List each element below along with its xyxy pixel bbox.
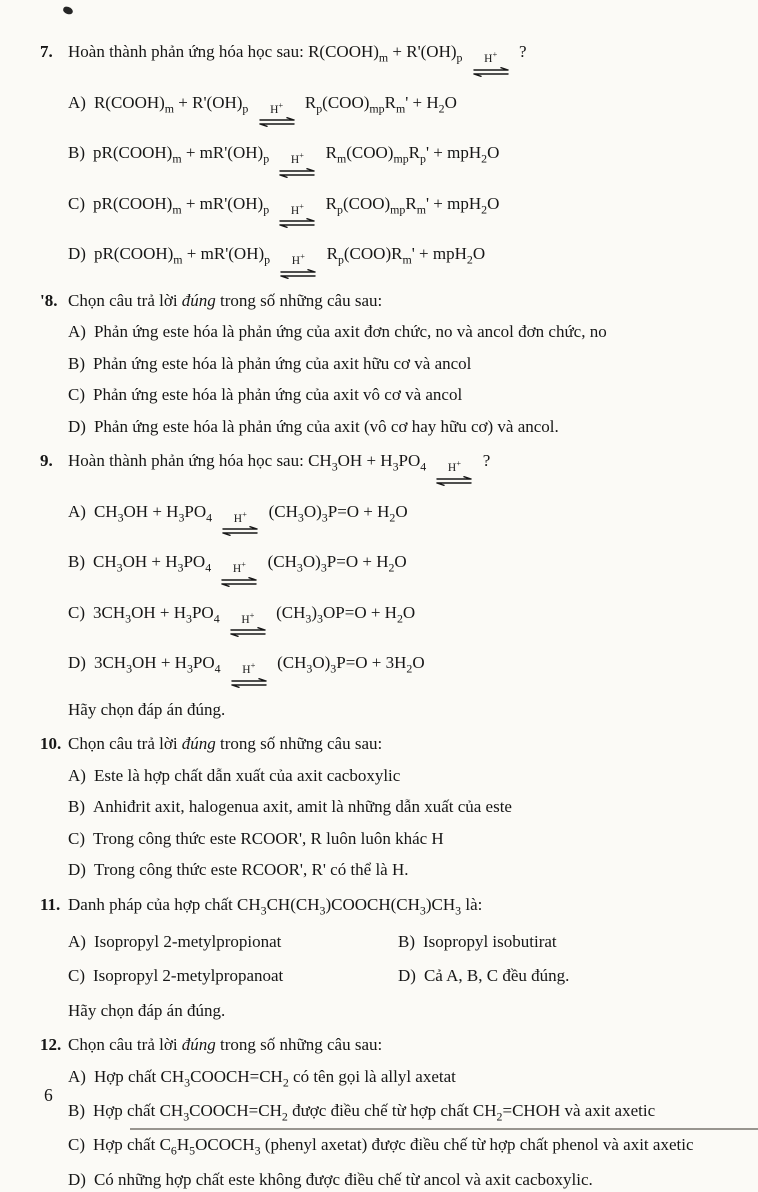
options-list <box>68 920 722 989</box>
question-number: 9. <box>40 448 68 474</box>
question-11 <box>40 892 722 1024</box>
question-number: 12. <box>40 1032 68 1058</box>
option-label: B) <box>68 351 85 377</box>
option-label: C) <box>68 826 85 852</box>
answer-option <box>68 1132 722 1160</box>
question-number: 10. <box>40 731 68 757</box>
options-list <box>68 499 722 688</box>
option-text: Anhiđrit axit, halogenua axit, amit là những dẫn xuất của este <box>93 794 722 820</box>
option-label: A) <box>68 90 86 128</box>
option-text: Isopropyl 2-metylpropanoat <box>93 963 398 989</box>
option-text: Trong công thức este RCOOR', R' có thể là H. <box>94 857 722 883</box>
equilibrium-arrow-icon: H+ <box>230 611 266 637</box>
question-prompt: Chọn câu trả lời đúng trong số những câu sau: <box>68 1032 722 1058</box>
answer-option <box>68 1064 722 1092</box>
equilibrium-arrow-icon: H+ <box>259 101 295 127</box>
option-label: C) <box>68 191 85 229</box>
question-10 <box>40 731 722 883</box>
option-text: $R(COOH)_m + R'(OH)_p$ H+ $R_p(COO)_{mp}R_m' + H_2O$ <box>94 90 722 128</box>
option-text: $pR(COOH)_m + mR'(OH)_p$ H+ $R_p(COO)R_m' + mpH_2O$ <box>94 241 722 279</box>
option-text: Phản ứng este hóa là phản ứng của axit (vô cơ hay hữu cơ) và ancol. <box>94 414 722 440</box>
answer-option <box>398 963 722 989</box>
option-text: Trong công thức este RCOOR', R luôn luôn khác H <box>93 826 722 852</box>
option-text: Phản ứng este hóa là phản ứng của axit đơn chức, no và ancol đơn chức, no <box>94 319 722 345</box>
question-prompt: Chọn câu trả lời đúng trong số những câu sau: <box>68 731 722 757</box>
option-label: C) <box>68 1132 85 1160</box>
option-label: C) <box>68 963 85 989</box>
option-text: $pR(COOH)_m + mR'(OH)_p$ H+ $R_p(COO)_{mp}R_m' + mpH_2O$ <box>93 191 722 229</box>
option-text: $3CH_3OH + H_3PO_4$ H+ $(CH_3)_3OP=O + H_2O$ <box>93 600 722 638</box>
equilibrium-arrow-icon: H+ <box>222 510 258 536</box>
answer-option <box>68 241 722 279</box>
option-label: B) <box>68 140 85 178</box>
option-label: A) <box>68 319 86 345</box>
option-text: Hợp chất $CH_3COOCH=CH_2$ được điều chế từ hợp chất $CH_2=CHOH$ và axit axetic <box>93 1098 722 1126</box>
answer-option <box>68 351 722 377</box>
option-text: Có những hợp chất este không được điều chế từ ancol và axit cacboxylic. <box>94 1167 722 1192</box>
option-text: $pR(COOH)_m + mR'(OH)_p$ H+ $R_m(COO)_{mp}R_p' + mpH_2O$ <box>93 140 722 178</box>
answer-option <box>68 763 722 789</box>
scan-artifact <box>62 6 74 16</box>
question-prompt: Danh pháp của hợp chất $CH_3CH(CH_3)COOCH(CH_3)CH_3$ là: <box>68 892 722 920</box>
answer-option <box>68 499 722 537</box>
options-list <box>68 90 722 279</box>
option-text: $3CH_3OH + H_3PO_4$ H+ $(CH_3O)_3P=O + 3H_2O$ <box>94 650 722 688</box>
answer-option <box>68 90 722 128</box>
option-label: D) <box>68 241 86 279</box>
page-number: 6 <box>44 1082 53 1108</box>
option-label: C) <box>68 382 85 408</box>
instruction-note: Hãy chọn đáp án đúng. <box>68 998 722 1024</box>
option-text: Cả A, B, C đều đúng. <box>424 963 722 989</box>
option-label: C) <box>68 600 85 638</box>
option-text: Phản ứng este hóa là phản ứng của axit hữu cơ và ancol <box>93 351 722 377</box>
answer-option <box>68 826 722 852</box>
option-label: B) <box>398 929 415 955</box>
option-text: Isopropyl isobutirat <box>423 929 722 955</box>
equilibrium-arrow-icon: H+ <box>436 459 472 485</box>
option-text: Phản ứng este hóa là phản ứng của axit vô cơ và ancol <box>93 382 722 408</box>
question-number: 7. <box>40 39 68 65</box>
answer-option <box>68 549 722 587</box>
option-text: $CH_3OH + H_3PO_4$ H+ $(CH_3O)_3P=O + H_2O$ <box>93 549 722 587</box>
option-text: $CH_3OH + H_3PO_4$ H+ $(CH_3O)_3P=O + H_2O$ <box>94 499 722 537</box>
equilibrium-arrow-icon: H+ <box>473 50 509 76</box>
answer-option <box>68 794 722 820</box>
equilibrium-arrow-icon: H+ <box>231 661 267 687</box>
answer-option <box>398 929 722 955</box>
option-label: B) <box>68 1098 85 1126</box>
option-text: Hợp chất $CH_3COOCH=CH_2$ có tên gọi là allyl axetat <box>94 1064 722 1092</box>
option-text: Este là hợp chất dẫn xuất của axit cacboxylic <box>94 763 722 789</box>
question-number: '8. <box>40 288 68 314</box>
options-list <box>68 763 722 883</box>
option-label: D) <box>68 1167 86 1192</box>
answer-option <box>68 414 722 440</box>
option-text: Hợp chất $C_6H_5OCOCH_3$ (phenyl axetat) được điều chế từ hợp chất phenol và axit axetic <box>93 1132 722 1160</box>
question-prompt: Hoàn thành phản ứng hóa học sau: $CH_3OH + H_3PO_4$ H+ ? <box>68 448 722 486</box>
option-label: D) <box>398 963 416 989</box>
question-9 <box>40 448 722 722</box>
option-label: D) <box>68 857 86 883</box>
answer-option <box>68 1167 722 1192</box>
question-prompt: Chọn câu trả lời đúng trong số những câu sau: <box>68 288 722 314</box>
option-label: A) <box>68 499 86 537</box>
question-number: 11. <box>40 892 68 918</box>
option-label: A) <box>68 929 86 955</box>
answer-option <box>68 929 398 955</box>
question-prompt: Hoàn thành phản ứng hóa học sau: $R(COOH)_m + R'(OH)_p$ H+ ? <box>68 39 722 77</box>
equilibrium-arrow-icon: H+ <box>280 252 316 278</box>
answer-option <box>68 650 722 688</box>
option-label: D) <box>68 414 86 440</box>
answer-option <box>68 600 722 638</box>
options-list <box>68 319 722 439</box>
answer-option <box>68 140 722 178</box>
option-label: D) <box>68 650 86 688</box>
answer-option <box>68 191 722 229</box>
option-label: B) <box>68 549 85 587</box>
question-7 <box>40 39 722 279</box>
question-8 <box>40 288 722 440</box>
option-label: B) <box>68 794 85 820</box>
option-text: Isopropyl 2-metylpropionat <box>94 929 398 955</box>
option-label: A) <box>68 763 86 789</box>
answer-option <box>68 382 722 408</box>
instruction-note: Hãy chọn đáp án đúng. <box>68 697 722 723</box>
answer-option <box>68 857 722 883</box>
answer-option <box>68 319 722 345</box>
equilibrium-arrow-icon: H+ <box>279 151 315 177</box>
question-12 <box>40 1032 722 1192</box>
equilibrium-arrow-icon: H+ <box>221 560 257 586</box>
answer-option <box>68 1098 722 1126</box>
answer-option <box>68 963 398 989</box>
option-label: A) <box>68 1064 86 1092</box>
equilibrium-arrow-icon: H+ <box>279 202 315 228</box>
